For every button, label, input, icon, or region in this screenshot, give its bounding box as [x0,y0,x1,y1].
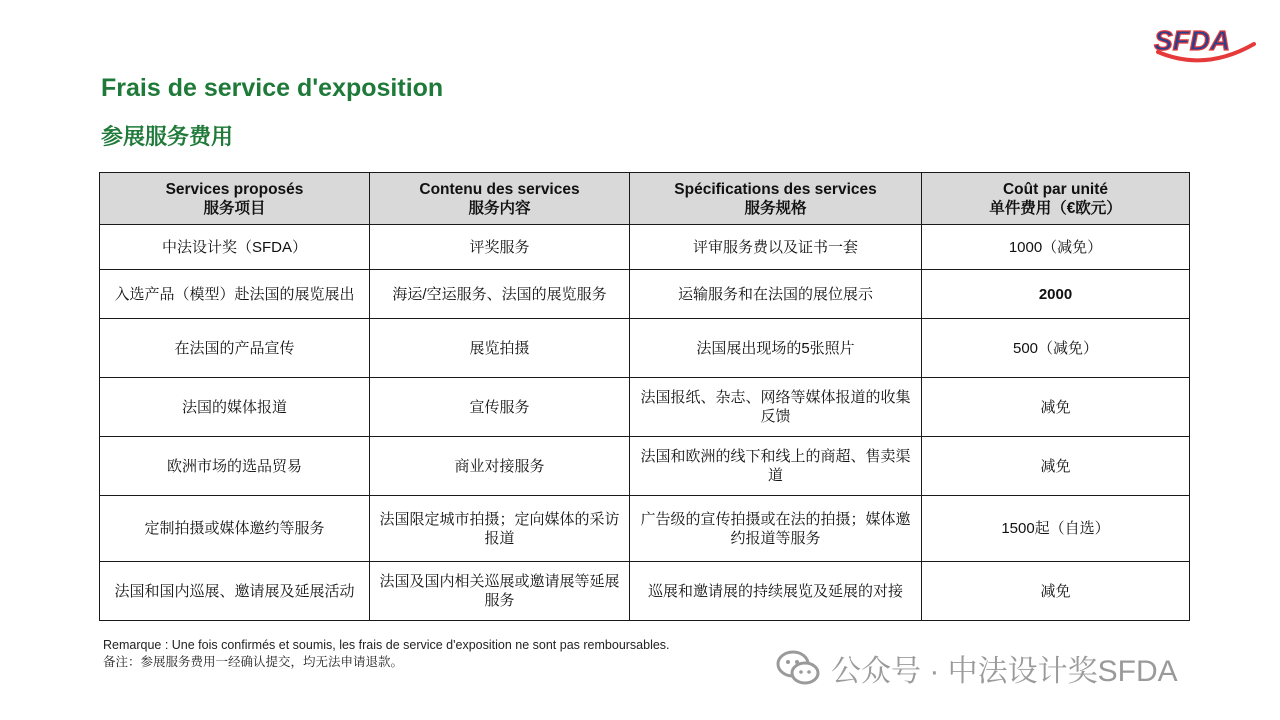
cell-cost: 1000（减免） [922,225,1190,270]
cell-service: 中法设计奖（SFDA） [100,225,370,270]
header-fr: Contenu des services [419,180,580,198]
cell-content: 法国及国内相关巡展或邀请展等延展服务 [370,562,630,621]
cell-cost: 减免 [922,562,1190,621]
header-services [100,173,370,225]
cell-spec: 法国展出现场的5张照片 [630,319,922,378]
cell-service: 法国和国内巡展、邀请展及延展活动 [100,562,370,621]
watermark-text: 公众号 · 中法设计奖SFDA [831,655,1178,688]
cell-cost: 减免 [922,437,1190,496]
wechat-icon [775,648,821,688]
cell-spec: 法国和欧洲的线下和线上的商超、售卖渠道 [630,437,922,496]
cell-cost: 1500起（自选） [922,496,1190,562]
header-cn: 单件费用（€欧元） [989,199,1122,217]
logo-text: SFDA [1154,25,1231,56]
table-row [100,225,1190,270]
table-row [100,496,1190,562]
remark-cn: 备注：参展服务费用一经确认提交，均无法申请退款。 [103,655,404,669]
cell-spec: 评审服务费以及证书一套 [630,225,922,270]
cell-content: 法国限定城市拍摄；定向媒体的采访报道 [370,496,630,562]
cell-content: 海运/空运服务、法国的展览服务 [370,270,630,319]
cell-service: 在法国的产品宣传 [100,319,370,378]
cell-service: 入选产品（模型）赴法国的展览展出 [100,270,370,319]
header-fr: Spécifications des services [674,180,877,198]
cell-cost: 500（减免） [922,319,1190,378]
cell-cost: 2000 [922,270,1190,319]
fee-table [99,172,1190,621]
cell-content: 商业对接服务 [370,437,630,496]
cell-spec: 广告级的宣传拍摄或在法的拍摄；媒体邀约报道等服务 [630,496,922,562]
page-title-cn: 参展服务费用 [101,124,234,149]
sfda-logo [1150,22,1260,70]
header-cost [922,173,1190,225]
cell-spec: 巡展和邀请展的持续展览及延展的对接 [630,562,922,621]
cell-content: 评奖服务 [370,225,630,270]
cell-service: 欧洲市场的选品贸易 [100,437,370,496]
header-cn: 服务项目 [203,199,266,217]
cell-service: 定制拍摄或媒体邀约等服务 [100,496,370,562]
cell-spec: 运输服务和在法国的展位展示 [630,270,922,319]
cell-cost: 减免 [922,378,1190,437]
header-cn: 服务规格 [744,199,807,217]
header-fr: Coût par unité [1002,180,1109,198]
header-content [370,173,630,225]
cell-content: 展览拍摄 [370,319,630,378]
table-header-row [100,173,1190,225]
cell-spec: 法国报纸、杂志、网络等媒体报道的收集反馈 [630,378,922,437]
cell-content: 宣传服务 [370,378,630,437]
header-cn: 服务内容 [468,199,531,217]
header-specifications [630,173,922,225]
remark [103,637,670,671]
wechat-watermark [775,646,1178,690]
table-row [100,562,1190,621]
header-fr: Services proposés [165,180,304,198]
remark-fr: Remarque : Une fois confirmés et soumis, les frais de service d'exposition ne sont pas remboursables. [103,638,670,652]
table-row [100,437,1190,496]
page-title-fr: Frais de service d'exposition [101,74,444,102]
table-row [100,319,1190,378]
cell-service: 法国的媒体报道 [100,378,370,437]
table-row [100,378,1190,437]
table-row [100,270,1190,319]
